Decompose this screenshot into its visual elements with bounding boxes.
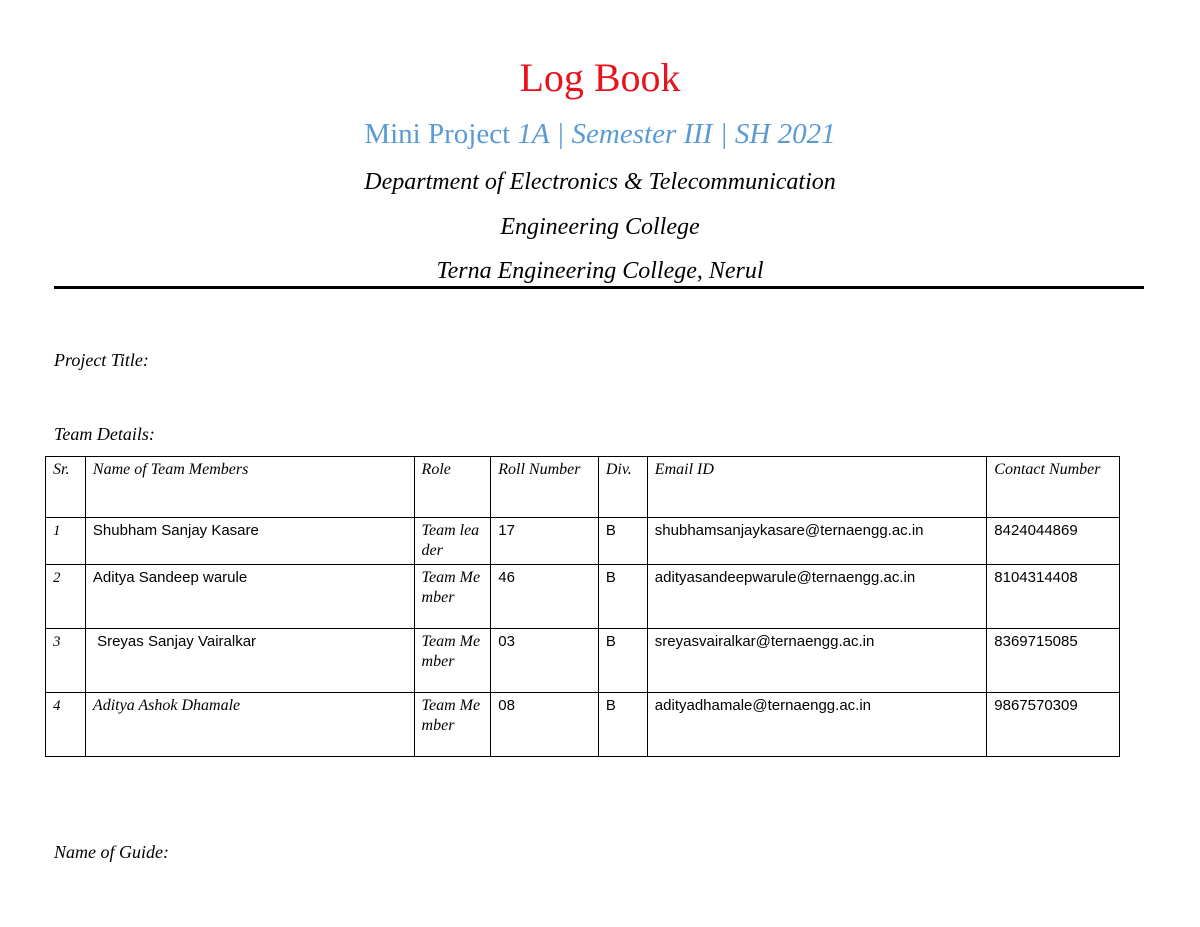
cell-email: shubhamsanjaykasare@ternaengg.ac.in bbox=[647, 518, 986, 565]
college-name-line: Terna Engineering College, Nerul bbox=[436, 258, 764, 284]
cell-sr: 4 bbox=[46, 693, 86, 757]
cell-div: B bbox=[598, 565, 647, 629]
team-details-label: Team Details: bbox=[54, 424, 155, 444]
table-row bbox=[46, 518, 1120, 565]
table-row bbox=[46, 693, 1120, 757]
cell-sr: 1 bbox=[46, 518, 86, 565]
cell-name: Aditya Sandeep warule bbox=[85, 565, 414, 629]
cell-roll: 17 bbox=[491, 518, 599, 565]
cell-contact: 9867570309 bbox=[987, 693, 1120, 757]
table-row bbox=[46, 565, 1120, 629]
subtitle-main: Mini Project bbox=[364, 118, 518, 150]
cell-roll: 46 bbox=[491, 565, 599, 629]
page-subtitle bbox=[0, 116, 1200, 152]
cell-role: Team Member bbox=[414, 629, 491, 693]
cell-role: Team Member bbox=[414, 693, 491, 757]
cell-div: B bbox=[598, 693, 647, 757]
cell-roll: 08 bbox=[491, 693, 599, 757]
cell-contact: 8104314408 bbox=[987, 565, 1120, 629]
cell-role: Team Member bbox=[414, 565, 491, 629]
header-divider bbox=[54, 286, 1144, 289]
header-sr: Sr. bbox=[46, 457, 86, 518]
department-line: Department of Electronics & Telecommunication bbox=[364, 169, 836, 195]
subtitle-details: 1A | Semester III | SH 2021 bbox=[517, 118, 836, 150]
cell-role: Team leader bbox=[414, 518, 491, 565]
cell-name: Aditya Ashok Dhamale bbox=[85, 693, 414, 757]
cell-div: B bbox=[598, 518, 647, 565]
cell-contact: 8369715085 bbox=[987, 629, 1120, 693]
cell-name: Sreyas Sanjay Vairalkar bbox=[85, 629, 414, 693]
header-roll: Roll Number bbox=[491, 457, 599, 518]
header-contact: Contact Number bbox=[987, 457, 1120, 518]
header-div: Div. bbox=[598, 457, 647, 518]
cell-roll: 03 bbox=[491, 629, 599, 693]
cell-email: adityadhamale@ternaengg.ac.in bbox=[647, 693, 986, 757]
table-header-row bbox=[46, 457, 1120, 518]
project-title-label: Project Title: bbox=[54, 350, 149, 370]
cell-name: Shubham Sanjay Kasare bbox=[85, 518, 414, 565]
cell-email: sreyasvairalkar@ternaengg.ac.in bbox=[647, 629, 986, 693]
team-table bbox=[45, 456, 1120, 757]
guide-label: Name of Guide: bbox=[54, 842, 169, 862]
table-row bbox=[46, 629, 1120, 693]
cell-contact: 8424044869 bbox=[987, 518, 1120, 565]
cell-sr: 3 bbox=[46, 629, 86, 693]
header-name: Name of Team Members bbox=[85, 457, 414, 518]
college-type-line: Engineering College bbox=[500, 214, 700, 240]
cell-email: adityasandeepwarule@ternaengg.ac.in bbox=[647, 565, 986, 629]
cell-sr: 2 bbox=[46, 565, 86, 629]
cell-div: B bbox=[598, 629, 647, 693]
page-title: Log Book bbox=[519, 55, 681, 100]
header-email: Email ID bbox=[647, 457, 986, 518]
header-role: Role bbox=[414, 457, 491, 518]
